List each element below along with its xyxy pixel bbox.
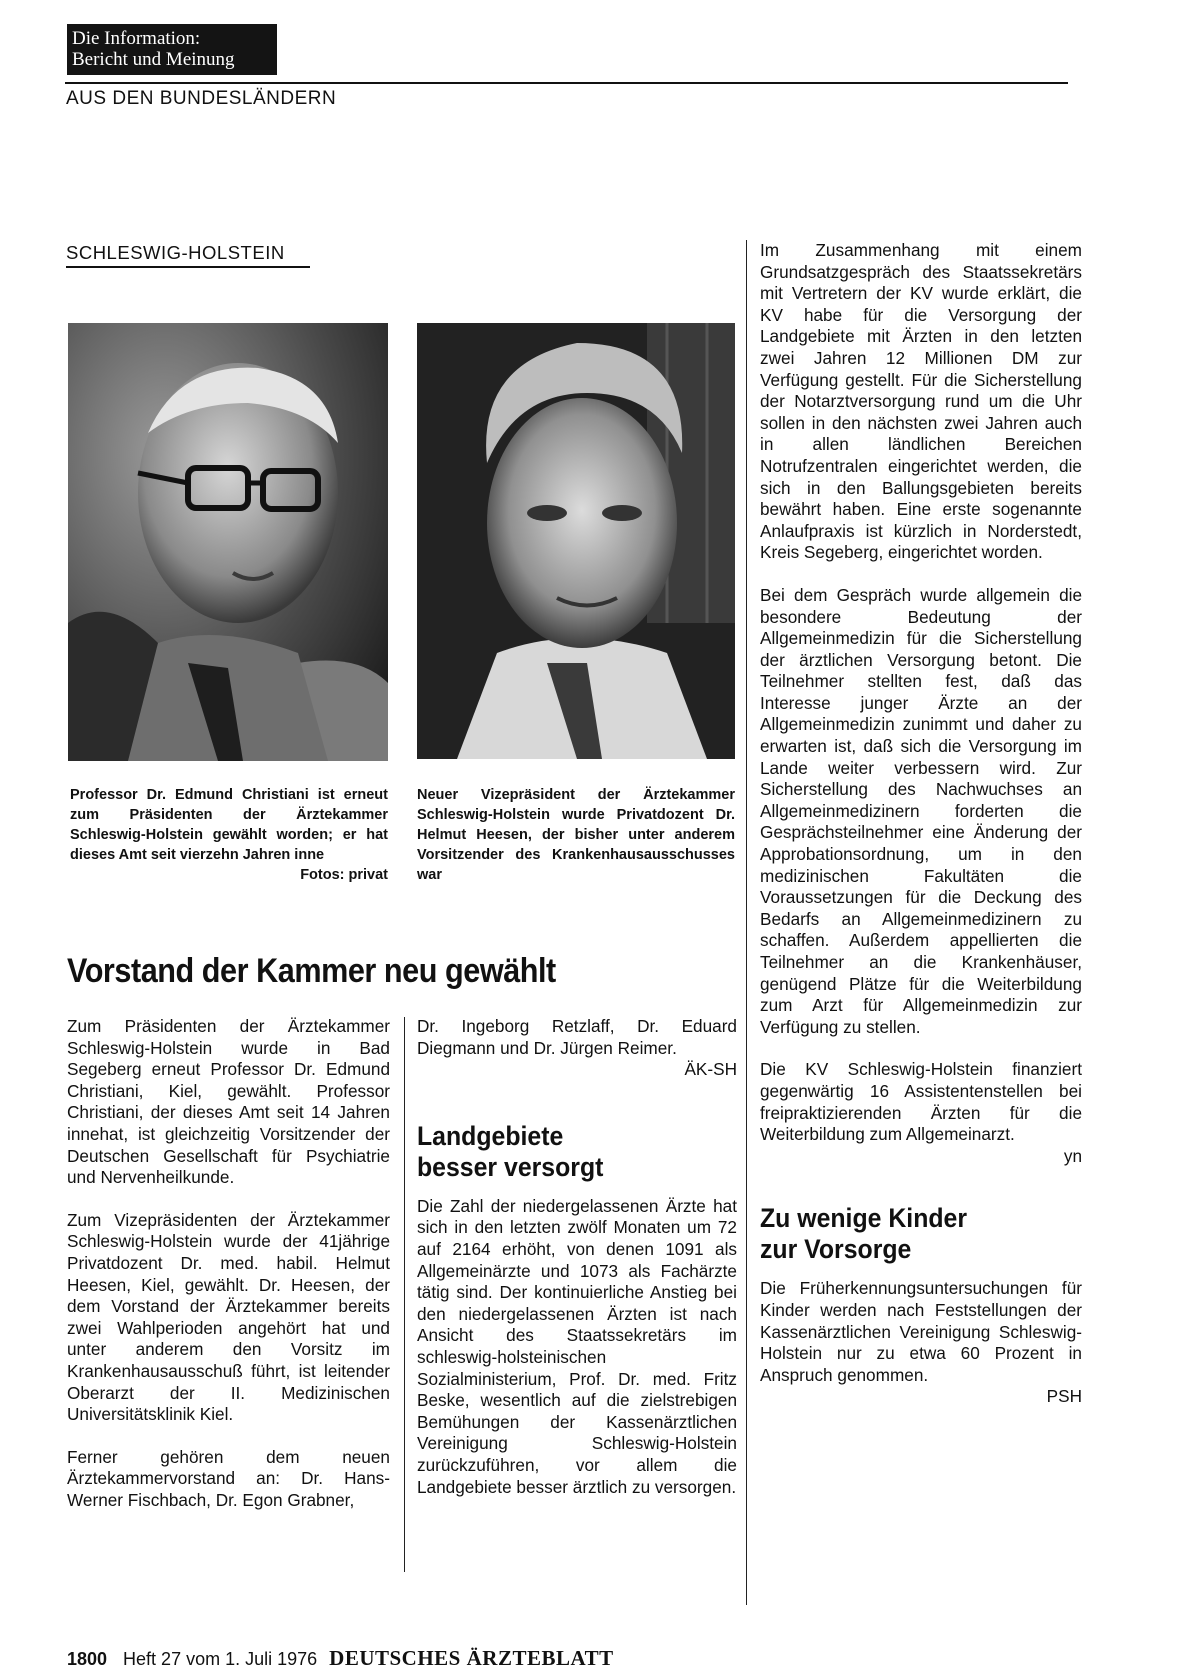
article-column-3	[760, 240, 1082, 1408]
article2-paragraph-4: Die KV Schleswig-Holstein finanziert gegenwärtig 16 Assistentenstellen bei freipraktizierenden Ärzten für die Weiterbildung zum Allgemeinarzt.	[760, 1059, 1082, 1145]
article-headline: Vorstand der Kammer neu gewählt	[67, 952, 556, 990]
section-kicker	[67, 24, 277, 75]
section-heading: AUS DEN BUNDESLÄNDERN	[66, 88, 337, 109]
column-divider	[746, 240, 747, 1605]
kicker-line-2: Bericht und Meinung	[72, 49, 235, 70]
caption-text-1: Professor Dr. Edmund Christiani ist erneut zum Präsidenten der Ärztekammer Schleswig-Holstein gewählt worden; er hat dieses Amt seit vierzehn Jahren inne	[70, 787, 388, 863]
article-column-1	[67, 1016, 390, 1532]
article2-headline-line-2: besser versorgt	[417, 1151, 604, 1182]
article2-paragraph-1: Die Zahl der niedergelassenen Ärzte hat sich in den letzten zwölf Monaten um 72 auf 2164 erhöht, von denen 1091 als Allgemeinärzte und 1073 als Fachärzte tätig sind. Der kontinuierliche Anstieg bei den niedergelassenen Ärzten ist nach Ansicht des Staatssekretärs im schleswig-holsteinischen Sozialministerium, Prof. Dr. med. Fritz Beske, wesentlich auf die zielstrebigen Bemühungen der Kassenärztlichen Vereinigung Schleswig-Holstein zurückzuführen, vor allem die Landgebiete besser ärztlich zu versorgen.	[417, 1195, 737, 1497]
photo-caption-1	[70, 785, 388, 885]
article2-paragraph-3: Bei dem Gespräch wurde allgemein die besondere Bedeutung der Allgemeinmedizin für die Sicherstellung der ärztlichen Versorgung betont. Die Teilnehmer stellten fest, daß das Interesse junger Ärzte an der Allgemeinmedizin zunimmt und daher zu erwarten ist, daß sich die Versorgung im Lande weiter verbessern wird. Zur Sicherstellung des Nachwuchses an Allgemeinmedizinern forderten die Gesprächsteilnehmer eine Änderung der Approbationsordnung, um in den medizinischen Fakultäten die Voraussetzungen für die Deckung des Bedarfs an Allgemeinmedizinern zu schaffen. Außerdem appellierten die Teilnehmer an die Krankenhäuser, genügend Plätze für die Weiterbildung zum Arzt für Allgemeinmedizin zur Verfügung zu stellen.	[760, 584, 1082, 1037]
issue-info: Heft 27 vom 1. Juli 1976	[123, 1649, 318, 1669]
article1-paragraph-2: Zum Vizepräsidenten der Ärztekammer Schleswig-Holstein wurde der 41jährige Privatdozent Dr. med. habil. Helmut Heesen, Kiel, gewählt. Dr. Heesen, der dem Vorstand der Ärztekammer bereits zwei Wahlperioden angehört hat und unter anderem den Vorsitz im Krankenhausausschuß führt, ist leitender Oberarzt der II. Medizinischen Universitätsklinik Kiel.	[67, 1209, 390, 1425]
photo-credit: Fotos: privat	[300, 867, 388, 883]
article3-headline-line-1: Zu wenige Kinder	[760, 1203, 968, 1234]
kicker-line-1: Die Information:	[72, 28, 201, 49]
header-rule	[65, 82, 1068, 84]
article2-signature: yn	[1063, 1145, 1082, 1166]
article3-paragraph-1: Die Früherkennungsuntersuchungen für Kinder werden nach Feststellungen der Kassenärztlichen Vereinigung Schleswig-Holstein nur zu etwa 60 Prozent in Anspruch genommen.	[760, 1278, 1082, 1385]
article-column-2	[417, 1016, 737, 1519]
article1-paragraph-3-continued: Dr. Ingeborg Retzlaff, Dr. Eduard Diegmann und Dr. Jürgen Reimer.	[417, 1016, 737, 1058]
article1-signature: ÄK-SH	[684, 1059, 737, 1080]
article1-paragraph-3: Ferner gehören dem neuen Ärztekammervorstand an: Dr. Hans-Werner Fischbach, Dr. Egon Grabner,	[67, 1446, 390, 1510]
region-underline	[66, 266, 310, 268]
photo-caption-2: Neuer Vizepräsident der Ärztekammer Schleswig-Holstein wurde Privatdozent Dr. Helmut Heesen, der bisher unter anderem Vorsitzender des Krankenhausausschusses war	[417, 787, 735, 883]
portrait-photo-christiani	[68, 323, 388, 761]
portrait-photo-heesen	[417, 323, 735, 759]
article3-signature: PSH	[1046, 1386, 1082, 1407]
article2-headline-line-1: Landgebiete	[417, 1120, 564, 1151]
column-divider	[404, 1017, 405, 1572]
article2-paragraph-2: Im Zusammenhang mit einem Grundsatzgespräch des Staatssekretärs mit Vertretern der KV wurde erklärt, die KV habe für die Versorgung der Landgebiete mit Ärzten in den letzten zwei Jahren 12 Millionen DM zur Verfügung gestellt. Für die Sicherstellung der Notarztversorgung rund um die Uhr sollen in den nächsten zwei Jahren auch in allen ländlichen Bereichen Notrufzentralen eingerichtet werden, die sich in den Ballungsgebieten bereits bewährt haben. Eine erste sogenannte Anlaufpraxis ist kürzlich in Norderstedt, Kreis Segeberg, eingerichtet worden.	[760, 240, 1082, 563]
article2-headline	[417, 1121, 711, 1183]
masthead: DEUTSCHES ÄRZTEBLATT	[329, 1646, 614, 1670]
page-footer	[67, 1646, 614, 1671]
article3-headline	[760, 1203, 1056, 1265]
page-number: 1800	[67, 1649, 108, 1669]
region-label: SCHLESWIG-HOLSTEIN	[66, 242, 285, 263]
article1-paragraph-1: Zum Präsidenten der Ärztekammer Schleswig-Holstein wurde in Bad Segeberg erneut Professor Dr. Edmund Christiani, Kiel, gewählt. Professor Christiani, der dieses Amt seit 14 Jahren innehat, ist gleichzeitig Vorsitzender der Deutschen Gesellschaft für Psychiatrie und Nervenheilkunde.	[67, 1016, 390, 1188]
article3-headline-line-2: zur Vorsorge	[760, 1234, 912, 1265]
